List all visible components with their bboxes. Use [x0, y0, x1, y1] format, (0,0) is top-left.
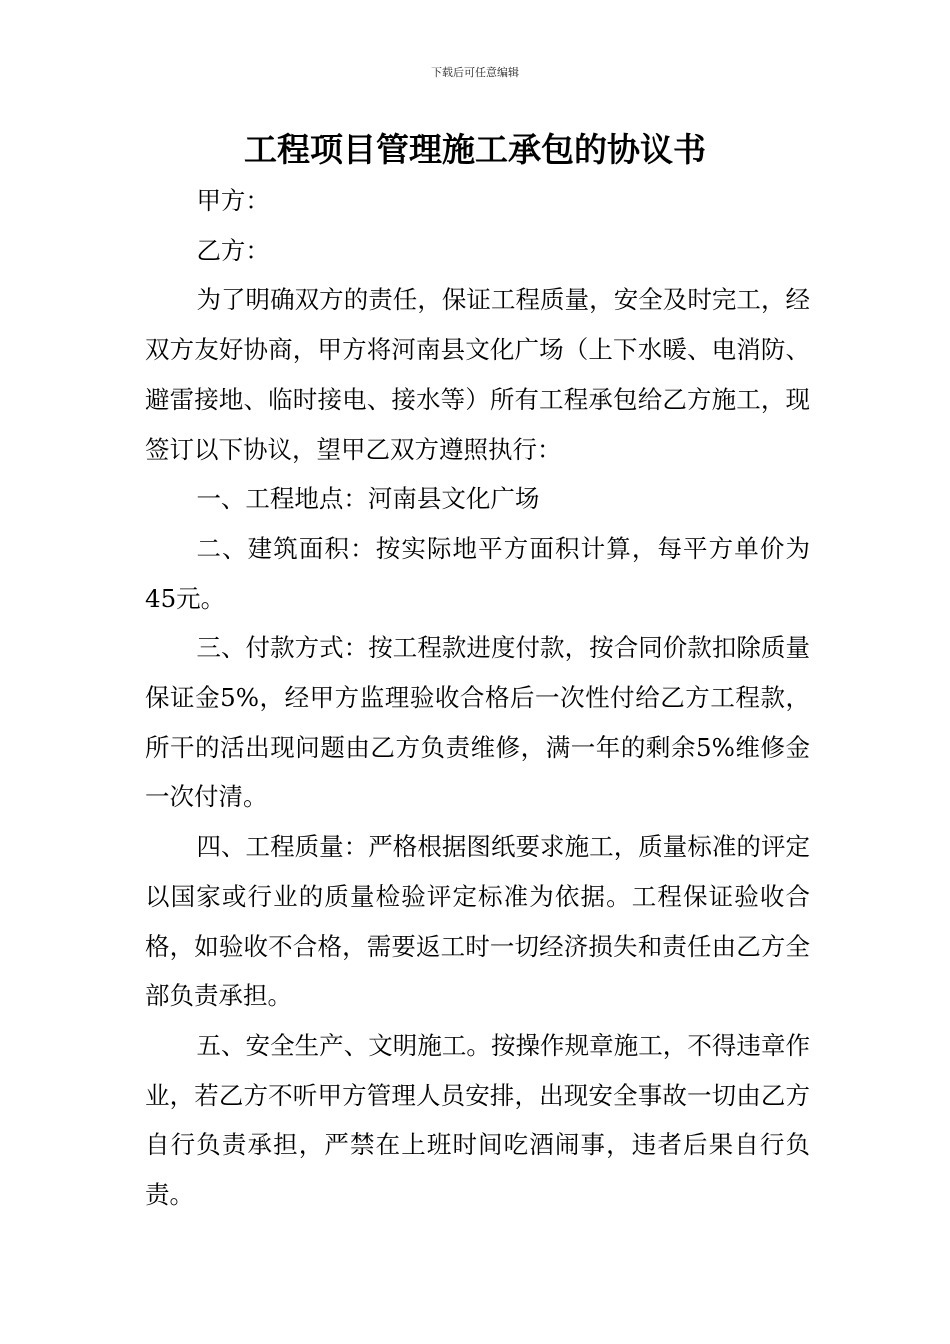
clause-location: 一、工程地点：河南县文化广场 — [196, 484, 540, 514]
document-body — [145, 176, 810, 1220]
intro-paragraph: 为了明确双方的责任，保证工程质量，安全及时完工，经双方友好协商，甲方将河南县文化广场（上下水暖、电消防、避雷接地、临时接电、接水等）所有工程承包给乙方施工，现签订以下协议，望甲乙双方遵照执行： — [145, 285, 810, 464]
header-note: 下载后可任意编辑 — [431, 66, 519, 79]
clause-payment: 三、付款方式：按工程款进度付款，按合同价款扣除质量保证金5%，经甲方监理验收合格后一次性付给乙方工程款，所干的活出现问题由乙方负责维修，满一年的剩余5%维修金一次付清。 — [145, 633, 810, 812]
clause-safety: 五、安全生产、文明施工。按操作规章施工，不得违章作业，若乙方不听甲方管理人员安排，出现安全事故一切由乙方自行负责承担，严禁在上班时间吃酒闹事，违者后果自行负责。 — [145, 1030, 810, 1210]
party-b-line: 乙方： — [196, 235, 270, 265]
clause-area: 二、建筑面积：按实际地平方面积计算，每平方单价为45元。 — [145, 533, 810, 613]
party-a-line: 甲方： — [196, 186, 270, 215]
clause-quality: 四、工程质量：严格根据图纸要求施工，质量标准的评定以国家或行业的质量检验评定标准为依据。工程保证验收合格，如验收不合格，需要返工时一切经济损失和责任由乙方全部负责承担。 — [145, 832, 810, 1011]
document-title: 工程项目管理施工承包的协议书 — [244, 130, 706, 169]
